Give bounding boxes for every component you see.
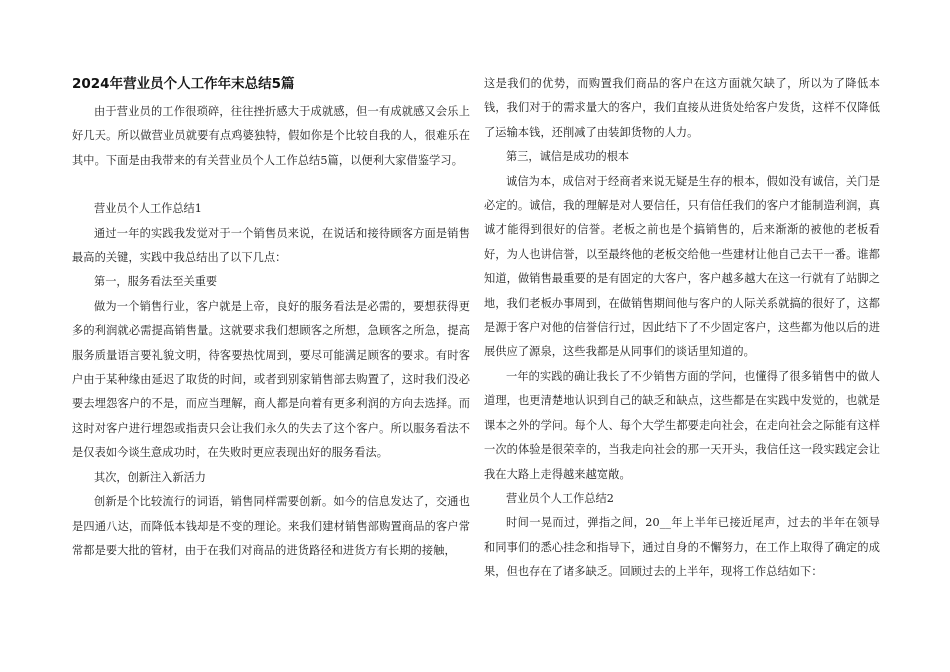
right-column-body xyxy=(484,72,880,585)
section-heading: 第三，诚信是成功的根本 xyxy=(506,150,630,164)
body-paragraph: 通过一年的实践我发觉对于一个销售员来说，在说话和接待顾客方面是销售最高的关键，实践中我总结出了以下几点： xyxy=(72,226,470,265)
document-title: 2024年营业员个人工作年末总结5篇 xyxy=(72,76,295,92)
paragraph-gap xyxy=(72,173,470,197)
left-column-body xyxy=(72,100,470,563)
right-column xyxy=(484,72,880,585)
body-paragraph: 时间一晃而过，弹指之间，20__年上半年已接近尾声，过去的半年在领导和同事们的悉心挂念和指导下，通过自身的不懈努力，在工作上取得了确定的成果，但也存在了诸多缺乏。回顾过去的上半年，现将工作总结如下： xyxy=(484,516,880,579)
section-heading: 第一，服务看法至关重要 xyxy=(94,275,218,289)
body-paragraph: 由于营业员的工作很琐碎，往往挫折感大于成就感，但一有成就感又会乐上好几天。所以做营业员就要有点鸡婆独特，假如你是个比较自我的人，很难乐在其中。下面是由我带来的有关营业员个人工作总结5篇，以便利大家借鉴学习。 xyxy=(72,105,470,167)
body-paragraph: 一年的实践的确让我长了不少销售方面的学问，也懂得了很多销售中的做人道理，也更清楚地认识到自己的缺乏和缺点，这些都是在实践中发觉的，也就是课本之外的学问。每个人、每个大学生都要走向社会，在走向社会之际能有这样一次的体验是很荣幸的，当我走向社会的那一天开头，我信任这一段实践定会让我在大路上走得越来越宽敞。 xyxy=(484,369,880,481)
left-column xyxy=(72,74,470,563)
body-paragraph: 这是我们的优势，而购置我们商品的客户在这方面就欠缺了，所以为了降低本钱，我们对于的需求量大的客户，我们直接从进货处给客户发货，这样不仅降低了运输本钱，还削减了由装卸货物的人力。 xyxy=(484,77,880,139)
section-heading: 营业员个人工作总结2 xyxy=(506,491,614,505)
body-paragraph: 做为一个销售行业，客户就是上帝，良好的服务看法是必需的，要想获得更多的利润就必需提高销售量。这就要求我们想顾客之所想，急顾客之所急，提高服务质量语言要礼貌文明，待客要热忱周到，要尽可能满足顾客的要求。有时客户由于某种缘由延迟了取货的时间，或者到别家销售部去购置了，这时我们没必要去埋怨客户的不是，而应当理解，商人都是向着有更多利润的方向去选择。而这时对客户进行埋怨或指责只会让我们永久的失去了这个客户。所以服务看法不是仅表如今谈生意成功时，在失败时更应表现出好的服务看法。 xyxy=(72,299,470,460)
body-paragraph: 诚信为本，成信对于经商者来说无疑是生存的根本，假如没有诚信，关门是必定的。诚信，我的理解是对人要信任，只有信任我们的客户才能制造利润，真诚才能得到很好的信誉。老板之前也是个搞销售的，后来渐渐的被他的老板看好，为人也讲信誉，以至最终他的老板交给他一些建材让他自己去干一番。谁都知道，做销售最重要的是有固定的大客户，客户越多越大在这一行就有了站脚之地，我们老板办事周到，在做销售期间他与客户的人际关系就搞的很好了，这都是源于客户对他的信誉信行过，因此结下了不少固定客户，这些都为他以后的进展供应了源泉，这些我都是从同事们的谈话里知道的。 xyxy=(484,174,880,359)
body-paragraph: 创新是个比较流行的词语，销售同样需要创新。如今的信息发达了，交通也是四通八达，而降低本钱却是不变的理论。来我们建材销售部购置商品的客户常常都是要大批的管材，由于在我们对商品的进货路径和进货方有长期的接触， xyxy=(72,495,470,557)
section-heading: 其次，创新注入新活力 xyxy=(94,470,206,484)
section-heading: 营业员个人工作总结1 xyxy=(94,202,202,216)
